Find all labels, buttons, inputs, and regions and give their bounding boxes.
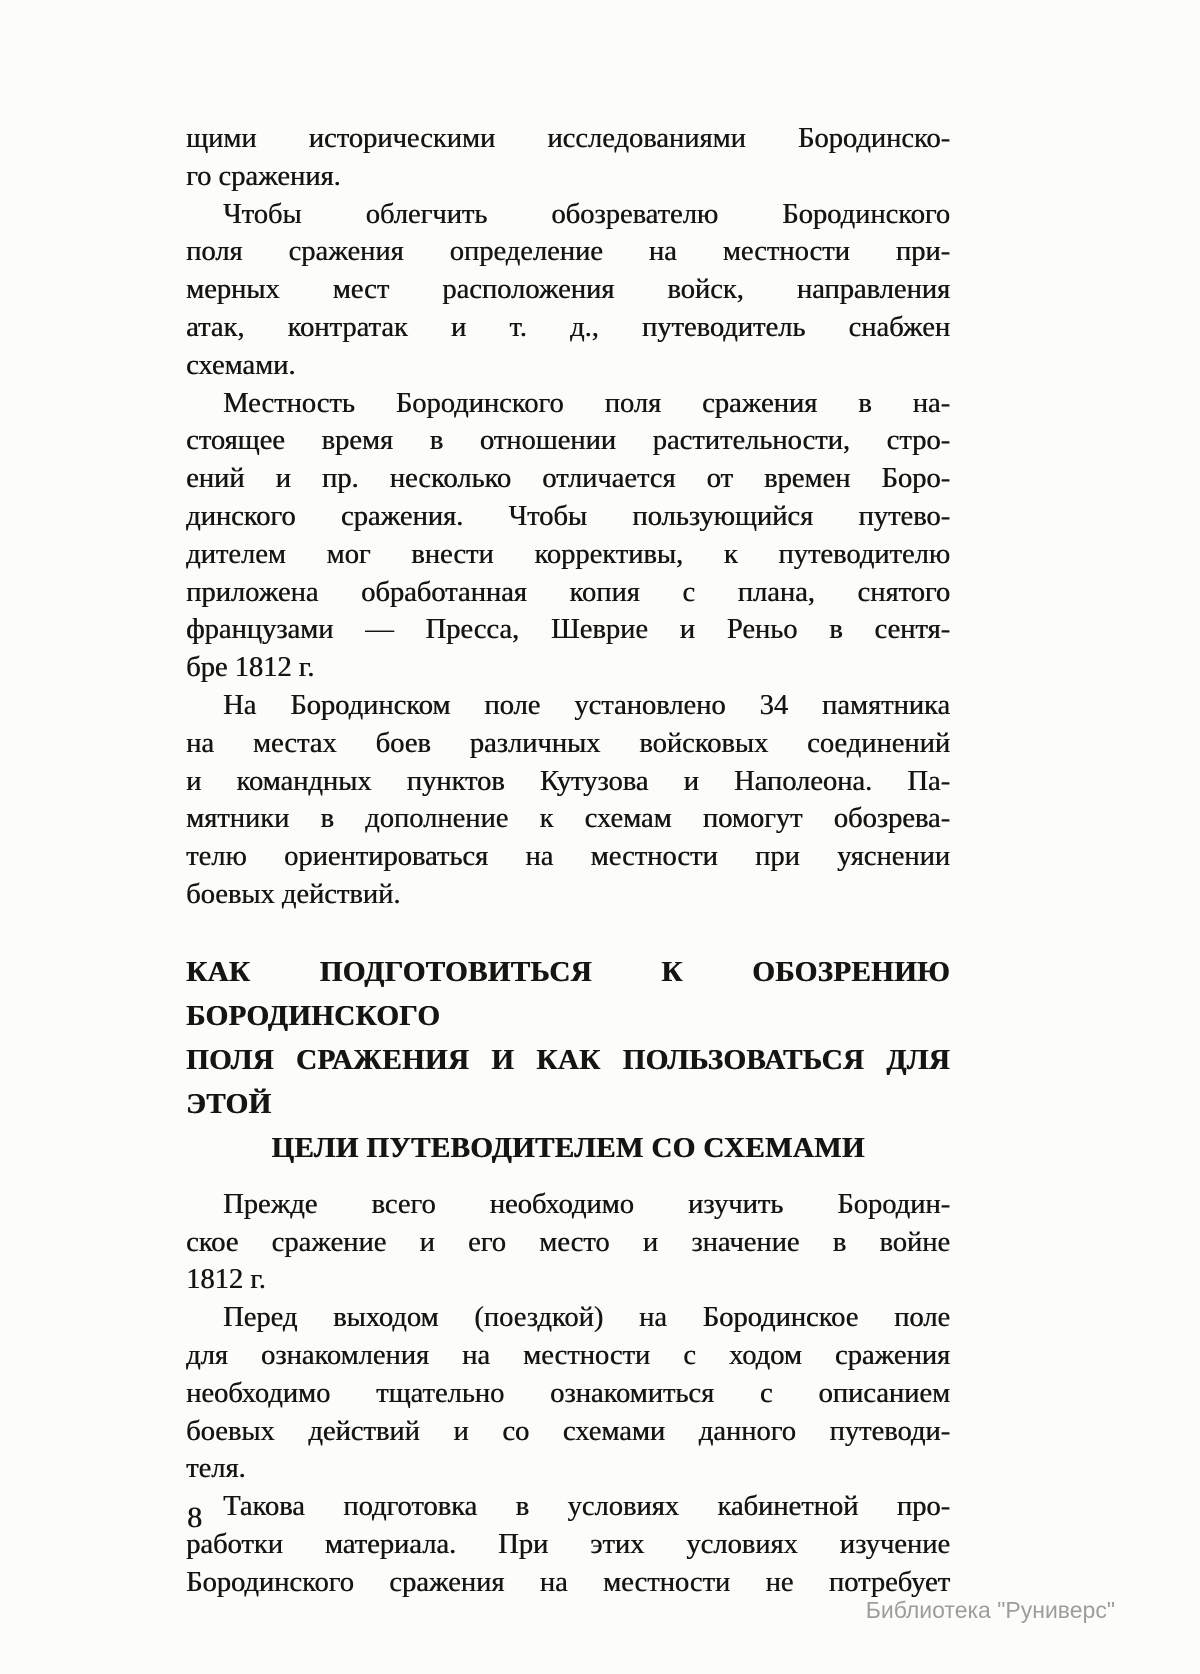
text-line: французами — Пресса, Шеврие и Реньо в сентя- (186, 614, 950, 646)
text-line: поля сражения определение на местности при- (186, 236, 950, 268)
text-line: го сражения. (186, 160, 341, 192)
page-number: 8 (187, 1501, 202, 1534)
paragraph (186, 687, 950, 914)
text-line: дителем мог внести коррективы, к путеводителю (186, 538, 950, 570)
heading-line: ЦЕЛИ ПУТЕВОДИТЕЛЕМ СО СХЕМАМИ (271, 1131, 865, 1164)
paragraph-continuation (186, 120, 950, 196)
heading-line: КАК ПОДГОТОВИТЬСЯ К ОБОЗРЕНИЮ БОРОДИНСКОГО (186, 955, 950, 1032)
text-line: необходимо тщательно ознакомиться с описанием (186, 1377, 950, 1409)
text-line: боевых действий и со схемами данного путеводи- (186, 1415, 950, 1447)
text-line: Бородинского сражения на местности не потребует (186, 1566, 950, 1598)
heading-line: ПОЛЯ СРАЖЕНИЯ И КАК ПОЛЬЗОВАТЬСЯ ДЛЯ ЭТОЙ (186, 1043, 950, 1120)
library-watermark: Библиотека "Руниверс" (865, 1597, 1115, 1623)
text-line: мерных мест расположения войск, направления (186, 274, 950, 306)
section-body (186, 1186, 950, 1602)
text-line: 1812 г. (186, 1264, 266, 1296)
text-line: и командных пунктов Кутузова и Наполеона. Па- (186, 765, 950, 797)
text-line: Перед выходом (поездкой) на Бородинское поле (223, 1302, 950, 1334)
paragraph (186, 196, 950, 385)
text-line: схемами. (186, 349, 296, 381)
text-line: работки материала. При этих условиях изучение (186, 1528, 950, 1560)
text-line: ений и пр. несколько отличается от времен Боро- (186, 463, 950, 495)
section-heading (186, 950, 950, 1170)
text-line: стоящее время в отношении растительности, стро- (186, 425, 950, 457)
text-line: щими историческими исследованиями Бородинско- (186, 123, 950, 154)
text-line: мятники в дополнение к схемам помогут обозрева- (186, 803, 950, 835)
text-line: Такова подготовка в условиях кабинетной про- (223, 1491, 950, 1523)
paragraph (186, 1299, 950, 1488)
text-line: телю ориентироваться на местности при уяснении (186, 841, 950, 873)
text-line: для ознакомления на местности с ходом сражения (186, 1339, 950, 1371)
text-line: теля. (186, 1453, 246, 1485)
paragraph (186, 1186, 950, 1299)
text-line: на местах боев различных войсковых соединений (186, 727, 950, 759)
text-line: атак, контратак и т. д., путеводитель снабжен (186, 311, 950, 343)
paragraph (186, 385, 950, 687)
text-line: Местность Бородинского поля сражения в на- (223, 387, 950, 419)
text-line: На Бородинском поле установлено 34 памятника (223, 689, 950, 721)
text-line: боевых действий. (186, 878, 401, 910)
text-line: Чтобы облегчить обозревателю Бородинского (223, 198, 950, 230)
paragraph (186, 1488, 950, 1601)
text-line: бре 1812 г. (186, 652, 315, 684)
text-line: динского сражения. Чтобы пользующийся путево- (186, 500, 950, 532)
text-line: ское сражение и его место и значение в войне (186, 1226, 950, 1258)
text-line: приложена обработанная копия с плана, снятого (186, 576, 950, 608)
text-line: Прежде всего необходимо изучить Бородин- (223, 1188, 950, 1220)
text-column (186, 120, 950, 1602)
